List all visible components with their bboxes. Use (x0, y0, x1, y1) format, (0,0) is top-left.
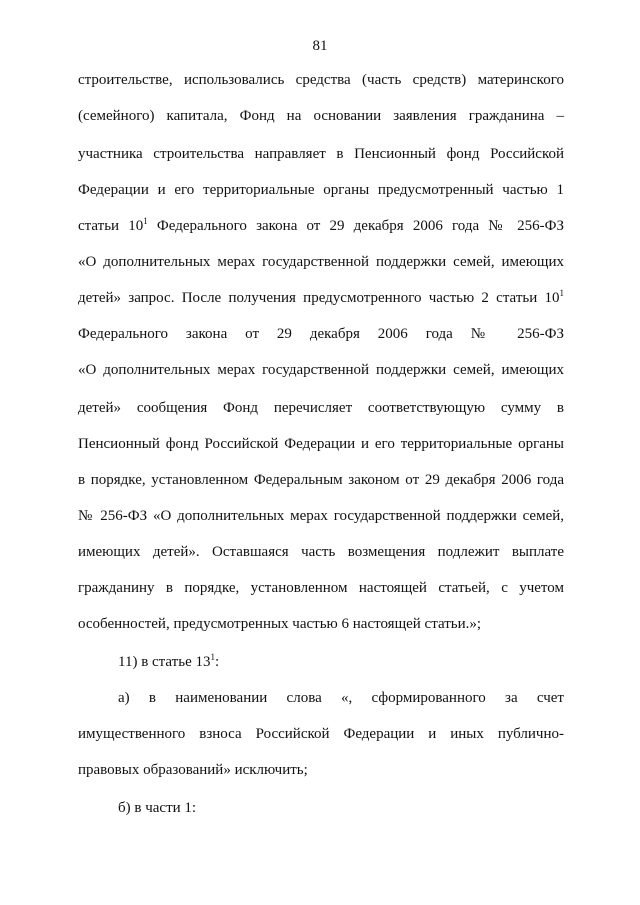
text-segment: Федерального закона от 29 декабря 2006 года № 256-ФЗ (147, 218, 564, 234)
text-segment: статьи 10 (78, 218, 144, 234)
text-line: в порядке, установленном Федеральным законом от 29 декабря 2006 года (78, 472, 564, 488)
superscript: 1 (559, 288, 564, 298)
text-line: а) в наименовании слова «, сформированного за счет (118, 690, 564, 706)
text-line: имущественного взноса Российской Федерации и иных публично- (78, 726, 564, 742)
text-line: б) в части 1: (118, 800, 197, 816)
text-line: «О дополнительных мерах государственной поддержки семей, имеющих (78, 362, 564, 378)
text-line: особенностей, предусмотренных частью 6 настоящей статьи.»; (78, 616, 482, 632)
text-line: Федерального закона от 29 декабря 2006 года № 256-ФЗ (78, 326, 564, 342)
text-segment: детей» запрос. После получения предусмотренного частью 2 статьи 10 (78, 290, 560, 306)
text-line: детей» сообщения Фонд перечисляет соответствующую сумму в (78, 400, 564, 416)
text-line: правовых образований» исключить; (78, 762, 308, 778)
text-line: № 256-ФЗ «О дополнительных мерах государственной поддержки семей, (78, 508, 564, 524)
text-segment: 11) в статье 13 (118, 654, 211, 670)
superscript: 1 (143, 216, 148, 226)
text-line (78, 288, 564, 308)
page-number: 81 (312, 38, 328, 54)
text-line (118, 652, 564, 672)
text-line: гражданину в порядке, установленном настоящей статьей, с учетом (78, 580, 564, 596)
text-line: участника строительства направляет в Пенсионный фонд Российской (78, 146, 564, 162)
text-line: (семейного) капитала, Фонд на основании заявления гражданина – (78, 108, 564, 124)
text-line: строительстве, использовались средства (часть средств) материнского (78, 72, 564, 88)
text-segment: : (215, 654, 220, 670)
text-line: имеющих детей». Оставшаяся часть возмещения подлежит выплате (78, 544, 564, 560)
superscript: 1 (210, 652, 215, 662)
text-line (78, 216, 564, 236)
text-line: Федерации и его территориальные органы предусмотренный частью 1 (78, 182, 564, 198)
text-line: «О дополнительных мерах государственной поддержки семей, имеющих (78, 254, 564, 270)
text-line: Пенсионный фонд Российской Федерации и его территориальные органы (78, 436, 564, 452)
